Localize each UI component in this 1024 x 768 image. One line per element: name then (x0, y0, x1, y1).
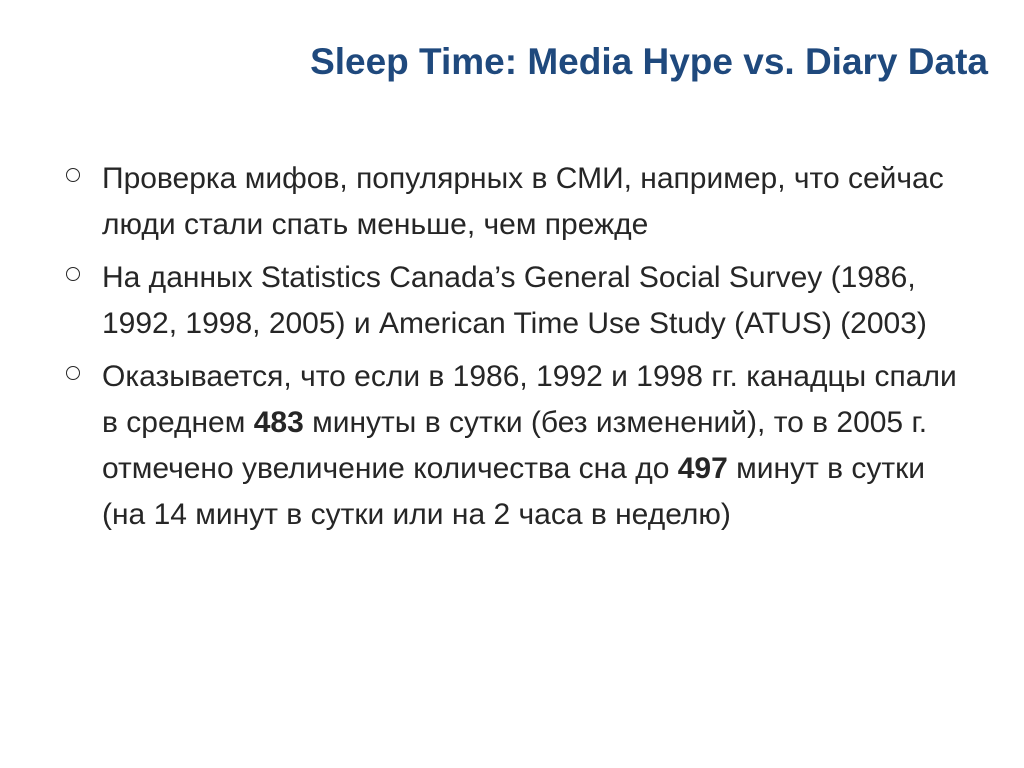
value-497: 497 (677, 452, 728, 485)
hollow-circle-bullet-icon (66, 366, 80, 380)
hollow-circle-bullet-icon (66, 168, 80, 182)
bullet-item-1 (60, 156, 960, 248)
bullet-list (60, 156, 960, 545)
bullet-text-3-part-2: минуты в сутки (без изменений), то в 2005 г. отмечено увеличение количества сна до (102, 406, 928, 485)
bullet-text-2: На данных Statistics Canada’s General Social Survey (1986, 1992, 1998, 2005) и American Time Use Study (ATUS) (2003) (102, 261, 927, 340)
bullet-text-3 (102, 354, 960, 538)
bullet-text-3-part-1: Оказывается, что если в 1986, 1992 и 1998 гг. канадцы спали в среднем (102, 360, 957, 439)
bullet-text-1: Проверка мифов, популярных в СМИ, например, что сейчас люди стали спать меньше, чем прежде (102, 162, 944, 241)
bullet-item-3 (60, 354, 960, 538)
bullet-text-3-part-3: минут в сутки (на 14 минут в сутки или на 2 часа в неделю) (102, 452, 926, 531)
bullet-item-2 (60, 255, 960, 347)
hollow-circle-bullet-icon (66, 267, 80, 281)
slide-title: Sleep Time: Media Hype vs. Diary Data (310, 41, 988, 82)
value-483: 483 (253, 406, 304, 439)
